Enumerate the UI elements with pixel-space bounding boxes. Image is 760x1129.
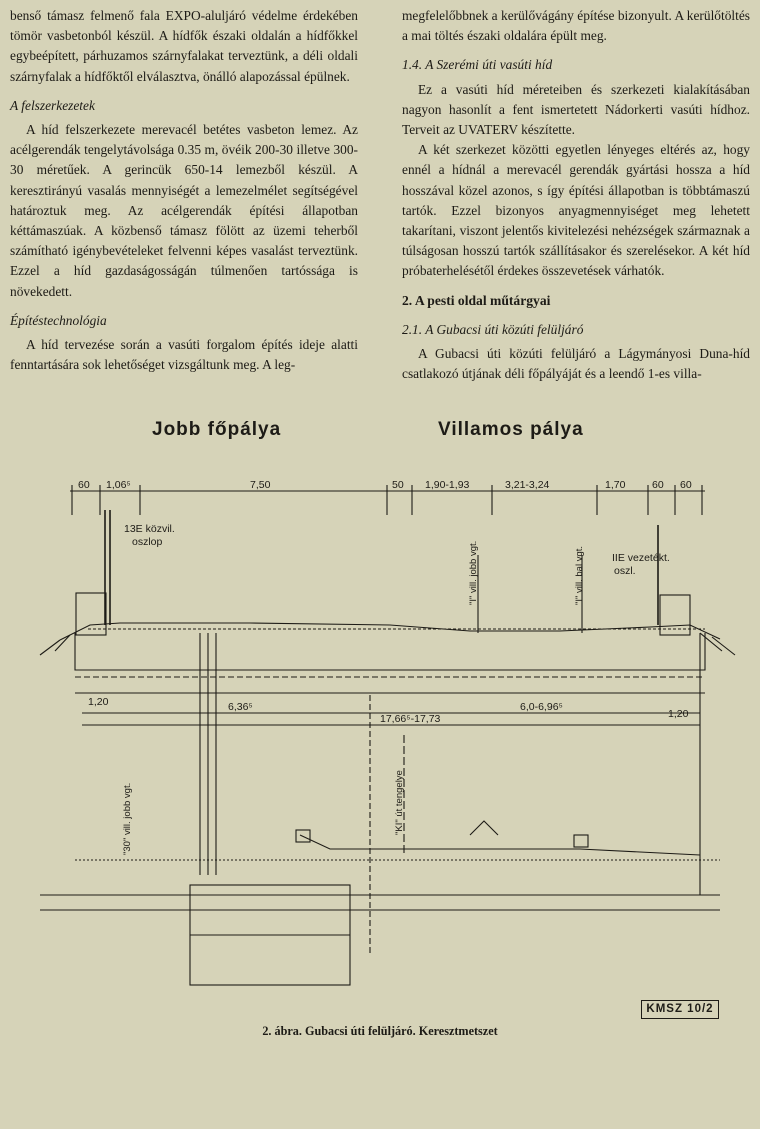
pole-label-3: IIE vezetékt. — [612, 552, 670, 564]
vertical-label: "I" vill. jobb vgt. — [468, 540, 479, 605]
dim-label: 60 — [652, 479, 664, 491]
dim-label: 7,50 — [250, 479, 271, 491]
deck-surface — [60, 623, 720, 640]
paragraph: A híd felszerkezete merevacél betétes vasbeton lemez. Az acélgerendák tengelytávolsága 0.35 m, övéik 200-30 illetve 300-30 méretűek. A gerincük 650-14 lemezből készül. A keresztirányú vasalás mennyiségét a lemezelmélet segítségével határoztuk meg. Az acélgerendák építési állapotban kéttámaszúak. A közbenső támasz fölött az üzemi teherből számítható igénybevételeket felvenni képes vasalást terveztünk. Ezzel a híd gazdaságosságán túlmenően tartóssága is növekedett. — [10, 122, 358, 299]
dim-label: 60 — [78, 479, 90, 491]
section-heading-gubacsi: 2.1. A Gubacsi úti közúti felüljáró — [402, 321, 584, 337]
dim-label-left: 1,20 — [88, 696, 109, 708]
lower-road — [300, 835, 700, 855]
pole-label: 13E közvil. — [124, 523, 175, 535]
dim-label: 3,21-3,24 — [505, 479, 550, 491]
section-heading-felszerkezetek: A felszerkezetek — [10, 97, 95, 113]
dim-label: 1,90-1,93 — [425, 479, 470, 491]
pole-label-2: oszlop — [132, 536, 163, 548]
chevron-marker — [470, 821, 498, 835]
vertical-label: "I" vill. bal vgt. — [574, 545, 585, 605]
right-text-column — [402, 6, 750, 384]
paragraph: Ez a vasúti híd méreteiben és szerkezeti kialakításában nagyon hasonlít a fent ismertetett Nádorkerti vasúti hídhoz. Terveit az UVATERV készítette. — [402, 81, 750, 138]
vertical-label: "30" vill. jobb vgt. — [122, 782, 133, 855]
figure-label-villamos-palya: Villamos pálya — [438, 419, 584, 440]
deck-slab — [75, 633, 705, 670]
section-heading-szeremi: 1.4. A Szerémi úti vasúti híd — [402, 57, 553, 73]
dim-label: 1,70 — [605, 479, 626, 491]
paragraph: A híd tervezése során a vasúti forgalom építés ideje alatti fenntartására sok lehetőséget vizsgáltunk meg. A leg- — [10, 337, 358, 373]
dim-label: 1,06⁵ — [106, 479, 131, 491]
paragraph: benső támasz felmenő fala EXPO-aluljáró védelme érdekében tömör vasbetonból készül. A hídfők északi oldalán a hídfőkkel egybeépített, párhuzamos szárnyfalakat terveztünk, a déli oldali szárnyfalak a hídfőktől elválasztva, önálló alapozással épülnek. — [10, 8, 358, 84]
section-heading-pesti-oldal: 2. A pesti oldal műtárgyai — [402, 292, 551, 308]
vertical-label: "KI" út tengelye — [394, 770, 405, 835]
drawing-stamp: KMSZ 10/2 — [641, 1000, 719, 1019]
cross-section-drawing — [0, 455, 760, 1000]
dim-label: 50 — [392, 479, 404, 491]
figure-caption: 2. ábra. Gubacsi úti felüljáró. Keresztmetszet — [262, 1024, 498, 1038]
pole-label-4: oszl. — [614, 565, 636, 577]
figure-label-jobb-fopalya: Jobb főpálya — [152, 419, 282, 440]
dim-label-right: 1,20 — [668, 708, 689, 720]
paragraph: megfelelőbbnek a kerülővágány építése bizonyult. A kerülőtöltés a mai töltés északi oldalára épült meg. — [402, 8, 750, 44]
dim-label-total: 17,66⁵-17,73 — [380, 713, 441, 725]
paragraph: A két szerkezet közötti egyetlen lényeges eltérés az, hogy ennél a hídnál a merevacél gerendák gyártási hossza a híd hosszával közel azonos, s így építési állapotban is többtámaszú tartók. Ezzel bizonyos anyagmennyiséget meg lehetett takarítani, viszont jelentős kivitelezési nehézségek származnak a túlságosan hosszú tartók szállításakor és szerelésekor. A két híd próbaterhelésétől érdekes összevetések várhatók. — [402, 142, 750, 279]
dim-label-mid-2: 6,0-6,96⁵ — [520, 701, 563, 713]
dim-label-mid-1: 6,36⁵ — [228, 701, 253, 713]
section-heading-epitestechnologia: Építéstechnológia — [10, 312, 107, 328]
left-text-column — [10, 6, 358, 375]
paragraph: A Gubacsi úti közúti felüljáró a Lágymányosi Duna-híd csatlakozó útjának déli főpályáját és a leendő 1-es villa- — [402, 346, 750, 382]
dim-label: 60 — [680, 479, 692, 491]
